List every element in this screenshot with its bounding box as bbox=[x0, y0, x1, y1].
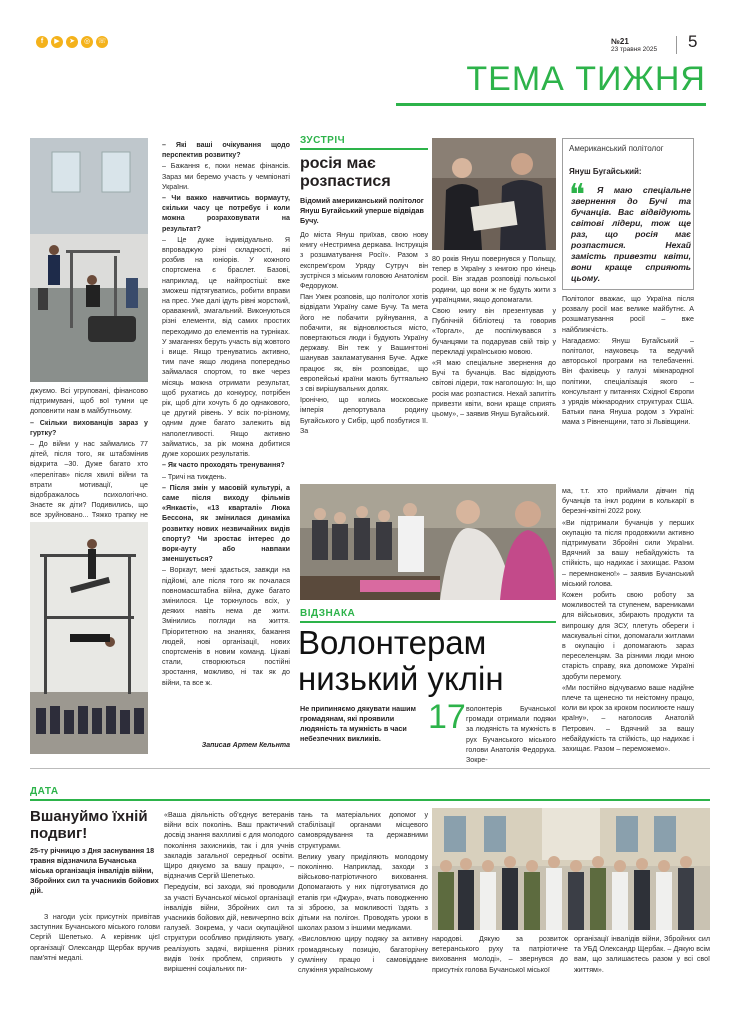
quote-box bbox=[562, 138, 694, 290]
paragraph: З нагоди усіх присутніх привітав заступник Бучанського міського голови Сергій Шепетько. А керівник цієї організації Олександр Щербак вручив пам'ятні медалі. bbox=[30, 913, 160, 962]
paragraph: – Бажання є, поки немає фінансів. Зараз ми беремо участь у чемпіонаті України. bbox=[162, 162, 290, 191]
paragraph: волонтерів Бучанської громади отримали подяки за людяність та мужність в рух Бучанського міського голови Анатолія Федорука. Зокре- bbox=[466, 705, 556, 765]
left-col1-text bbox=[30, 386, 148, 518]
bottom-col1-text bbox=[30, 912, 160, 972]
veterans-photo bbox=[432, 808, 710, 930]
gym-photo-bottom bbox=[30, 522, 148, 754]
rubric-date: ДАТА bbox=[30, 786, 59, 797]
paragraph: До міста Януш приїхав, свою нову книгу «Нестримна держава. Інструкція з розшматування Росії». Разом з експрем'єром Уряду Сутруч він зустрічся з міським головою Анатолієм Федоруком. bbox=[300, 231, 428, 291]
issue-date: 23 травня 2025 bbox=[611, 46, 658, 53]
paragraph: тань та матеріальних допомог у стабілізації органами місцевого самоврядування та державними структурами. bbox=[298, 811, 428, 850]
meeting-photo bbox=[432, 138, 556, 250]
question: – Чи важко навчитись вормауту, скільки часу це потребує і коли можна розраховувати на результат? bbox=[162, 194, 290, 233]
quote-mark-icon: ❝ bbox=[569, 178, 586, 213]
paragraph: «Ми постійно відчуваємо ваше надійне плече та щенесно ти неістомну працю, коли ви крок за кроком посилюєте нашу країну», – наголосив Анатолій Петрович. – Вдячний за вашу небайдужість та стійкість, що надихає і захищає. Разом – переможемо». bbox=[562, 683, 694, 754]
center-lead: Відомий американський політолог Януш Бугайський уперше відвідав Бучу. bbox=[300, 196, 424, 225]
rubric-rule bbox=[300, 621, 556, 623]
question: – Як часто проходять тренування? bbox=[162, 461, 285, 470]
paragraph: «Я маю спеціальне звернення до Бучі та бучанців. Вас відвідують світові лідери, тож наголошую: Ін, що росія має розпастися. Нехай запитіть привезти квіти, вони краще сприять цьому», – заявив Януш Бугайський. bbox=[432, 359, 556, 419]
article-author: Записав Артем Кельнта bbox=[201, 742, 290, 749]
social-icons bbox=[36, 36, 108, 48]
rubric-meeting: ЗУСТРІЧ bbox=[300, 135, 346, 146]
center-col1-text bbox=[300, 230, 428, 480]
question: – Після змін у масовій культурі, а саме після виходу фільмів «Янкаєті», «13 кварталі» Люка Бессона, як змінилася динаміка розвитку нових незвичайних видів спорту? Чи зростає інтерес до ворк-ауту або навпаки зменшується? bbox=[162, 483, 290, 564]
dropcap: 17 bbox=[428, 698, 466, 736]
paragraph: «Ваша діяльність об'єднує ветеранів війни всіх поколінь. Ваш практичний досвід знання вахлливі є для молодого покоління захисників, так і для учнів закладів загальної середньої освіти. Щиро дякуємо за вашу працю», – відзначив Сергій Шепетько. bbox=[164, 811, 294, 881]
page-number: 5 bbox=[688, 32, 698, 51]
bottom-col2-text bbox=[164, 810, 294, 978]
issue-number: №21 bbox=[611, 37, 629, 46]
telegram-icon[interactable]: ➤ bbox=[66, 36, 78, 48]
section-title: ТЕМА ТИЖНЯ bbox=[466, 60, 706, 98]
volunteer-headline-line2: низький уклін bbox=[298, 660, 504, 697]
paragraph: Свою книгу він презентував у Публічній бібліотеці та говорив «Торгал», де поспілкувався з бучанцями та подарував свій твір у перекладі українською мовою. bbox=[432, 307, 556, 356]
bottom-col4-text bbox=[432, 934, 568, 974]
paragraph: – До війни у нас займались 77 дітей, після того, як штабзмінив відкрита –30. Дуже багато хто «перелітав» після хвилі війни та втрати мотивації, це відображалось психологічно. Знаєте як діти? Подивились, що все зруйновано... Тяжко трапку не bbox=[30, 440, 148, 520]
volunteer-headline-line1: Волонтерам bbox=[298, 624, 487, 661]
bottom-top-rule bbox=[30, 768, 710, 769]
paragraph: джуємо. Всі угруповані, фінансово підтримувані, щоб вої тумни це доповнити нам в майбутньому. bbox=[30, 387, 148, 416]
paragraph: Кожен робить свою роботу за можливостей та ступенем, варениками для військових, збирають продукти та випрошку для ЗСУ, плетуть обереги і маскувальні сітки, допомагали житлами в окупацію і допомагають зараз переселенцям. За різними люди мною старість справу, яка допоможе Україні здобути перемогу. bbox=[562, 591, 694, 681]
volunteer-right-text bbox=[562, 486, 694, 754]
paragraph: Іронічно, що колись московське імперія депортувала родину Бугайського у Сибір, щоб позбутися її. За bbox=[300, 396, 428, 435]
quote-name: Януш Бугайський: bbox=[569, 167, 642, 176]
center-col2-text bbox=[432, 254, 556, 480]
quote-role: Американський політолог bbox=[569, 144, 664, 153]
bottom-lead: 25-ту річницю з Дня заснування 18 травня відзначила Бучанська міська організація інвалідів війни, Збройних сил та учасників бойових дій. bbox=[30, 846, 159, 895]
paragraph: Пан Ужек розповів, що політолог хотів відвідати Україну саме Бучу. Та мета його не побачити руйнування, а побачити, як відновлюється місто, повертаються люди і будують Україну державу. Він теж у Вашингтоні шанував закламатування Буче. Адже працює як, він розповідає, що европейські країни мають буттяально з сві вирішувальних долях. bbox=[300, 293, 428, 394]
paragraph: Велику увагу приділяють молодому поколінню. Наприклад, заходи з військово-патріотичного виховання. Допомагають у них підготуватися до етапів гри «Джура», вчать поводженню зі зброєю, за можливості їздять з дітьми на полігон. Проводять уроки в школах разом з іншими медиками. bbox=[298, 852, 428, 933]
paragraph: «Ви підтримали бучанців у перших окупацію та після продовжили активно підтримувати Збройні сили України. Вдячний за вашу небайдужість та стійкість, що надихає і захищає. Разом – перемножено!» – заявив Бучанський міський голова. bbox=[562, 518, 694, 588]
center-headline: росія має розпастися bbox=[300, 155, 391, 190]
header-divider bbox=[676, 36, 677, 54]
question: – Скільки вихованців зараз у гуртку? bbox=[30, 418, 148, 437]
facebook-icon[interactable]: f bbox=[36, 36, 48, 48]
gym-photo-top bbox=[30, 138, 148, 382]
bottom-col5-text bbox=[574, 934, 710, 974]
question: – Які ваші очікування щодо перспектив розвитку? bbox=[162, 141, 290, 160]
quote-body-text bbox=[562, 294, 694, 470]
paragraph: Нагадаємо: Януш Бугайський – політолог, науковець та ведучий авторської програми на телебаченні. Він фахівець у галузі міжнародної політики, спеціалізація якого – консультант у питаннях Східної Європи з урядів міжнародних структурах США. Батьки пана Януша родом з Україні: мама з Рівненщини, тато зі Львівщини. bbox=[562, 336, 694, 427]
paragraph: – Тричі на тиждень. bbox=[162, 472, 227, 481]
paragraph: – Це дуже індивідуально. Я впроваджую різні складності, які розбив на юніорів. У кожного спортсмена є браслет. Базові, наприклад, це найпростіші: вже зможеш підтягуватись, робити вправи на прес. Уже далі ідуть рівні жорсткий, ораважний, змагальний. Виконуються різні елементи, від самих простих переходимо до елементів на турніках. У змаганнях беруть участь від жовтого і вище. Якщо тренуватись активно, тим паче якщо людина попередньо займалася спортом, то вже через місяць можна отримати результат, щоб рухатись до конкурсу, потрібен рік, щоб діти хочуть б до однакового, це другий рівень. У всіх по-різному, одним дуже багато залежить від наполегливості. Якщо активно займатись, за рік можна добитися дуже хороших результатів. bbox=[162, 235, 290, 459]
rubric-award: ВІДЗНАКА bbox=[300, 608, 356, 619]
volunteer-col-text bbox=[466, 704, 556, 765]
rubric-rule bbox=[30, 799, 710, 801]
quote-text: Я маю спеціальне звернення до Бучі та бучанців. Вас відвідують світові лідери, тож ще раз, що росія має розпастися. Нехай замість привезти квіти, вони краще сприяють цьому. bbox=[571, 185, 691, 283]
volunteer-photo bbox=[300, 484, 556, 600]
bottom-headline: Вшануймо їхній подвиг! bbox=[30, 808, 148, 842]
paragraph: «Висловлюю щиру подяку за активну громадянську позицію, багаторічну сумлінну працю і самовіддане служіння українському bbox=[298, 935, 428, 975]
volunteer-lead: Не припиняємо дякувати нашим громадянам, які проявили людяність та мужність в часи небезпечних викликів. bbox=[300, 704, 416, 743]
paragraph: народові. Дякую за розвиток ветеранського руху та патріотичне виховання молоді», – звернувся до присутніх голова Бучанської міської bbox=[432, 935, 568, 974]
youtube-icon[interactable]: ▶ bbox=[51, 36, 63, 48]
paragraph: Передусім, всі заходи, які проводили за участі Бучанської міської організації інвалідів війни, Збройних сил та учасників бойових дій, невичерпно всіх галузей. Зокрема, у часи окупаційної структури особливо приділяють увагу, реалізують задачі, вирішення різних видів їхніх проблем, сприяють у вирішенні соціальних пи- bbox=[164, 883, 294, 974]
paragraph: 80 років Януш повернувся у Польщу, тепер в Україну з книгою про кінець росії. Він згадав розповіді польської родини, що вони ж не будуть жити з українцями, якщо допомагали. bbox=[432, 255, 556, 304]
rubric-rule bbox=[300, 148, 428, 150]
left-col2-text bbox=[162, 140, 290, 736]
bottom-col3-text bbox=[298, 810, 428, 978]
viber-icon[interactable]: ☏ bbox=[96, 36, 108, 48]
paragraph: організації інвалідів війни, Збройних сил та УБД Олександр Щербак. – Дякую всім вам, що залишаєтесь разом у всі свої життям». bbox=[574, 935, 710, 974]
instagram-icon[interactable]: ◎ bbox=[81, 36, 93, 48]
section-title-rule bbox=[396, 103, 706, 106]
paragraph: ма, т.т. хто приймали дівчин під бучанців та інкл родини в колькарії в березні-квітні 2022 року. bbox=[562, 487, 694, 516]
paragraph: – Воркаут, мені здається, завжди на підйомі, але після того як почалася повномасштабна війна, дуже багато змінилося. Це торкнулось всіх, у деяких навіть нема де жити. Змінились погляди на життя. Пріоритетною на знаннях, бажання людей, нові організації, нових спортсменів в новим команд. Цікаві стали, створюються постійні зростання, можливо, ні так як до війни, та все ж. bbox=[162, 566, 290, 687]
paragraph: Політолог вважає, що Україна після розвалу росії має велике майбутнє. А розшматування росії – вже найближчість. bbox=[562, 295, 694, 334]
